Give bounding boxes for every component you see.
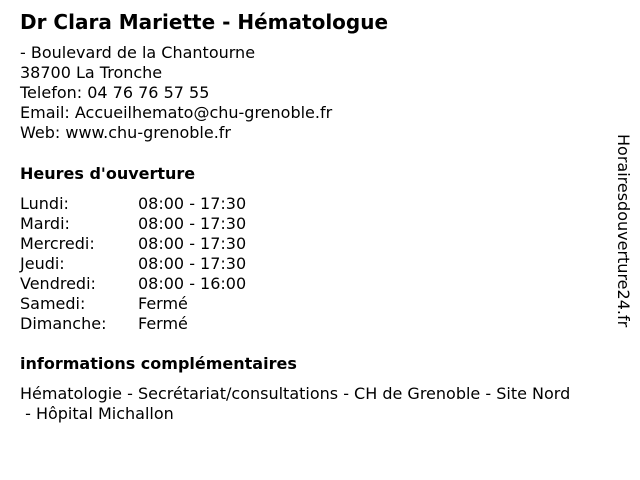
day-label: Vendredi: (20, 274, 96, 293)
day-label: Samedi: (20, 294, 86, 313)
city-address: 38700 La Tronche (20, 63, 163, 82)
phone-number: Telefon: 04 76 76 57 55 (20, 83, 210, 102)
time-value: Fermé (138, 294, 188, 313)
day-label: Lundi: (20, 194, 69, 213)
info-line: Hématologie - Secrétariat/consultations - CH de Grenoble - Site Nord (20, 384, 571, 403)
page-title: Dr Clara Mariette - Hématologue (20, 10, 389, 34)
day-label: Dimanche: (20, 314, 107, 333)
time-value: 08:00 - 17:30 (138, 194, 247, 213)
email-address: Email: Accueilhemato@chu-grenoble.fr (20, 103, 333, 122)
contact-block (20, 43, 332, 143)
website: Web: www.chu-grenoble.fr (20, 123, 231, 142)
street-address: - Boulevard de la Chantourne (20, 43, 256, 62)
hours-heading: Heures d'ouverture (20, 164, 196, 183)
day-label: Mercredi: (20, 234, 95, 253)
day-label: Mardi: (20, 214, 70, 233)
info-line: - Hôpital Michallon (20, 404, 174, 423)
time-value: 08:00 - 17:30 (138, 214, 247, 233)
time-value: 08:00 - 16:00 (138, 274, 247, 293)
time-value: Fermé (138, 314, 188, 333)
time-value: 08:00 - 17:30 (138, 234, 247, 253)
info-block (20, 384, 635, 424)
site-watermark: Horairesdouverture24.fr (614, 134, 633, 328)
day-label: Jeudi: (20, 254, 65, 273)
info-heading: informations complémentaires (20, 354, 297, 373)
time-value: 08:00 - 17:30 (138, 254, 247, 273)
